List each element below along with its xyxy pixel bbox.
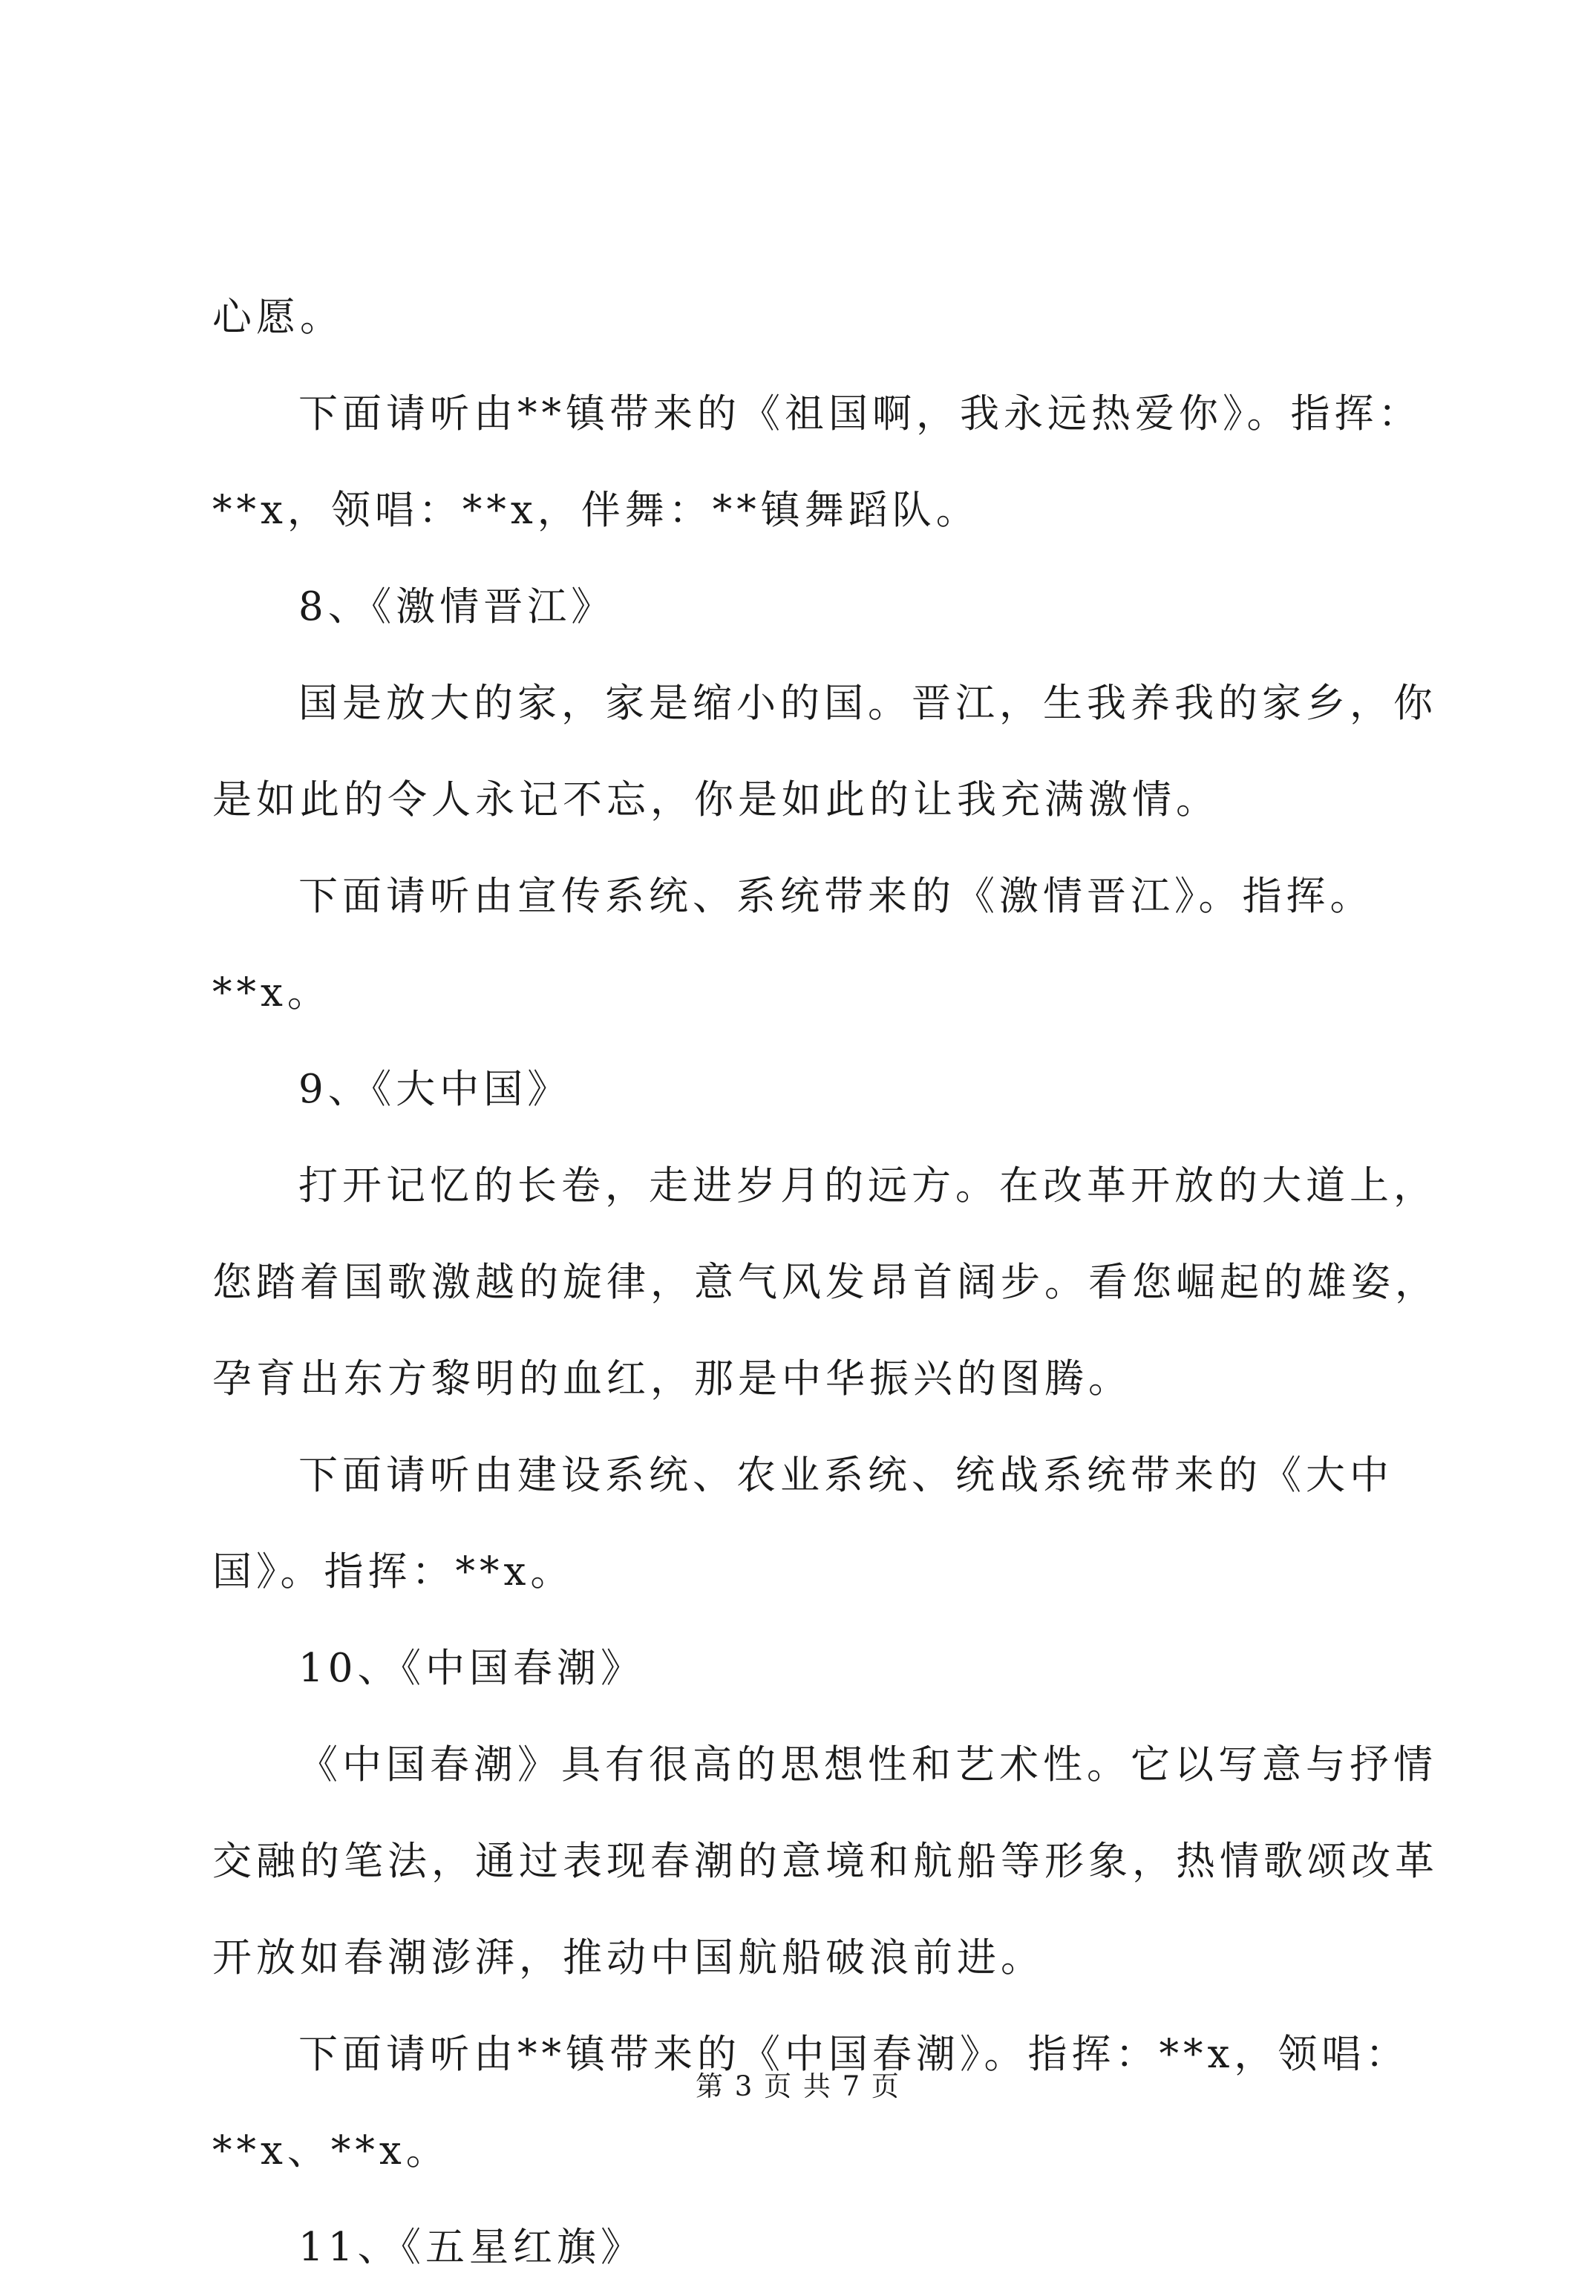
body-line: 下面请听由**镇带来的《祖国啊，我永远热爱你》。指挥： [298, 391, 1422, 436]
body-line: 心愿。 [212, 295, 344, 340]
body-line: 国》。指挥：**x。 [212, 1549, 575, 1595]
body-line: 国是放大的家，家是缩小的国。晋江，生我养我的家乡，你 [298, 681, 1437, 726]
body-line: 开放如春潮澎湃，推动中国航船破浪前进。 [212, 1935, 1044, 1981]
body-line: **x。 [212, 970, 331, 1015]
body-line: 您踏着国歌激越的旋律，意气风发昂首阔步。看您崛起的雄姿， [212, 1260, 1439, 1305]
body-line: 《中国春潮》具有很高的思想性和艺术性。它以写意与抒情 [298, 1742, 1437, 1788]
body-line: 是如此的令人永记不忘，你是如此的让我充满激情。 [212, 777, 1220, 822]
section-heading: 11、《五星红旗》 [298, 2225, 644, 2270]
section-heading: 10、《中国春潮》 [298, 1646, 644, 1691]
body-line: 下面请听由**镇带来的《中国春潮》。指挥：**x，领唱： [298, 2032, 1410, 2077]
document-body [212, 269, 1439, 2296]
body-line: 下面请听由建设系统、农业系统、统战系统带来的《大中 [298, 1453, 1393, 1498]
body-line: **x，领唱：**x，伴舞：**镇舞蹈队。 [212, 488, 980, 533]
body-line: 交融的笔法，通过表现春潮的意境和航船等形象，热情歌颂改革 [212, 1839, 1439, 1884]
section-heading: 8、《激情晋江》 [298, 584, 615, 629]
body-line: 下面请听由宣传系统、系统带来的《激情晋江》。指挥。 [298, 874, 1374, 919]
section-heading: 9、《大中国》 [298, 1067, 572, 1112]
page-footer [0, 2064, 1596, 2104]
body-line: 打开记忆的长卷，走进岁月的远方。在改革开放的大道上， [298, 1163, 1437, 1208]
body-line: 孕育出东方黎明的血红，那是中华振兴的图腾。 [212, 1356, 1132, 1402]
page-number-label: 第 3 页 共 7 页 [696, 2070, 900, 2102]
body-line: **x、**x。 [212, 2128, 450, 2174]
